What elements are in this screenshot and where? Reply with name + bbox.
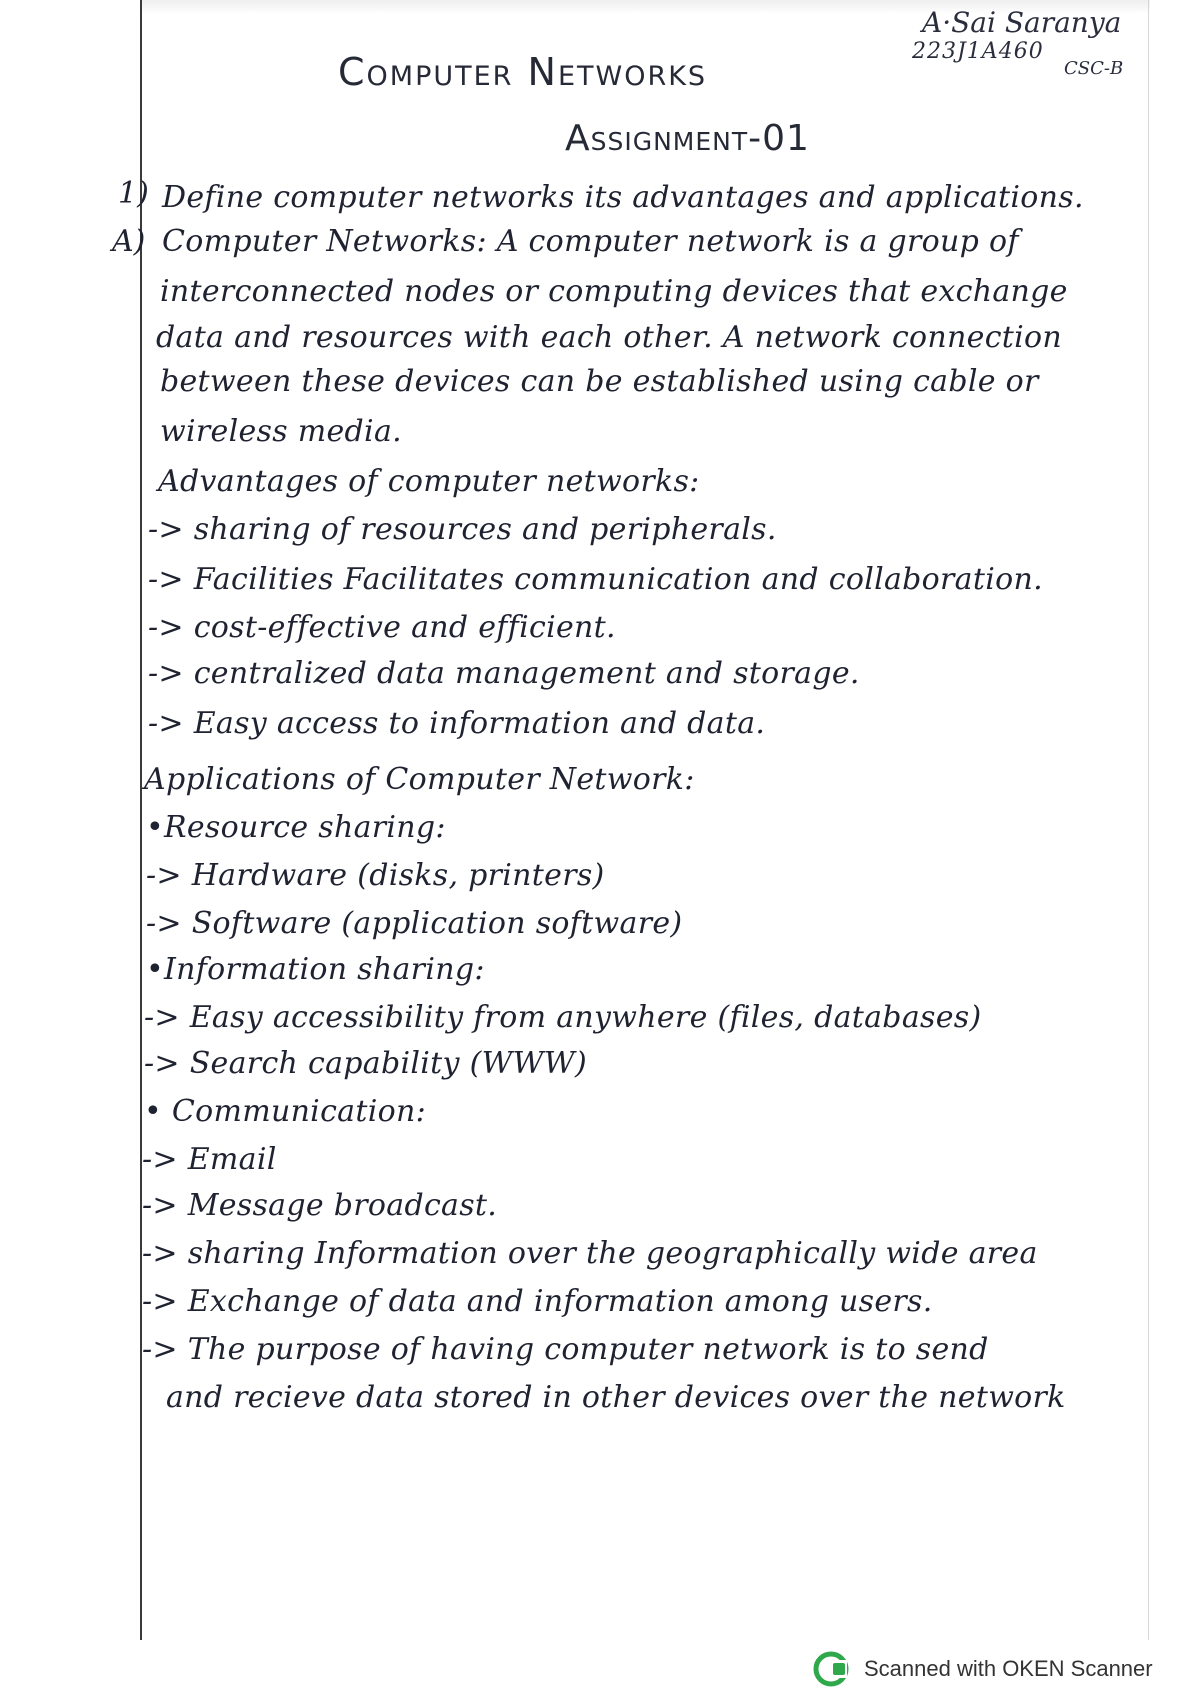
question-text: Define computer networks its advantages and applications. — [162, 180, 1084, 215]
roll-number: 223J1A460 — [912, 39, 1044, 64]
communication-heading: • Communication: — [144, 1094, 427, 1129]
communication-item: -> sharing Information over the geographically wide area — [142, 1236, 1038, 1271]
advantage-item: -> sharing of resources and peripherals. — [148, 512, 777, 547]
information-item: -> Easy accessibility from anywhere (files, databases) — [144, 1000, 982, 1035]
assignment-title: Assignment-01 — [565, 118, 810, 159]
communication-item: -> Message broadcast. — [142, 1188, 498, 1223]
communication-item-continuation: and recieve data stored in other devices over the network — [166, 1380, 1066, 1415]
advantage-item: -> cost-effective and efficient. — [148, 610, 616, 645]
communication-item: -> Email — [142, 1142, 277, 1177]
scanner-watermark — [812, 1650, 1153, 1688]
question-number: 1) — [118, 176, 149, 211]
information-item: -> Search capability (WWW) — [144, 1046, 588, 1081]
communication-item: -> The purpose of having computer network is to send — [142, 1332, 989, 1367]
definition-line: wireless media. — [160, 414, 402, 449]
advantage-item: -> Facilities Facilitates communication and collaboration. — [148, 562, 1043, 597]
resource-item: -> Software (application software) — [146, 906, 683, 941]
definition-line: between these devices can be established using cable or — [160, 364, 1039, 399]
scanner-text: Scanned with OKEN Scanner — [864, 1656, 1153, 1681]
advantage-item: -> Easy access to information and data. — [148, 706, 766, 741]
author-name: A·Sai Saranya — [922, 6, 1122, 39]
communication-item: -> Exchange of data and information among users. — [142, 1284, 933, 1319]
answer-marker: A) — [112, 224, 146, 259]
author-block — [912, 6, 1152, 79]
definition-line: Computer Networks: A computer network is a group of — [162, 224, 1019, 259]
applications-heading: Applications of Computer Network: — [144, 762, 695, 797]
subject-title: Computer Networks — [338, 50, 708, 94]
resource-heading: •Resource sharing: — [146, 810, 446, 845]
definition-line: interconnected nodes or computing devices that exchange — [160, 274, 1068, 309]
section-label: CSC-B — [1064, 58, 1124, 79]
advantages-heading: Advantages of computer networks: — [158, 464, 700, 499]
scanner-logo-icon — [812, 1650, 850, 1688]
advantage-item: -> centralized data management and storage. — [148, 656, 860, 691]
page-right-edge — [1148, 0, 1149, 1640]
resource-item: -> Hardware (disks, printers) — [146, 858, 605, 893]
definition-line: data and resources with each other. A network connection — [156, 320, 1063, 355]
information-heading: •Information sharing: — [146, 952, 485, 987]
